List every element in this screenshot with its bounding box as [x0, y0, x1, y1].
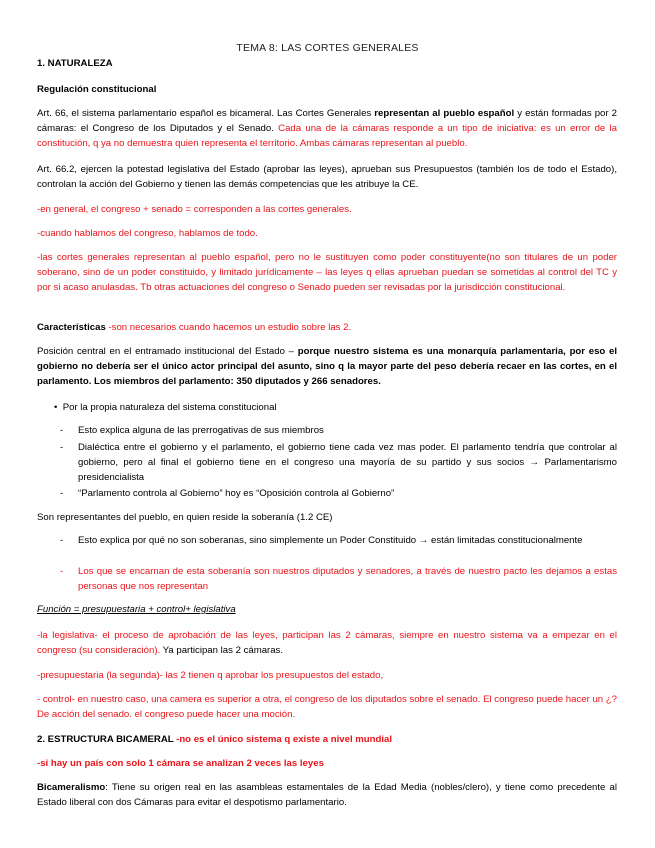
section-2-title: 2. ESTRUCTURA BICAMERAL: [37, 734, 174, 745]
characteristics-red: -son necesarios cuando hacemos un estudio sobre las 2.: [105, 322, 352, 333]
paragraph-art66-2: Art. 66.2, ejercen la potestad legislativa del Estado (aprobar las leyes), aprueban sus Presupuestos (también los de todo el Estado), controlan la acción del Gobierno y tienen las demás competencias que les atribuye la CE.: [37, 164, 617, 190]
function-control: - control- en nuestro caso, una camera es superior a otra, el congreso de los diputados sobre el senado. El congreso puede hacer un ¿? De acción del senado. el congreso puede hacer una moción.: [37, 694, 617, 720]
section-2-subnote: -si hay un país con solo 1 cámara se analizan 2 veces las leyes: [37, 758, 324, 769]
paragraph-art66: [37, 106, 617, 151]
paragraph-bicameralismo: [37, 780, 617, 810]
bicameralismo-text: : Tiene su origen real en las asambleas estamentales de la Edad Media (nobles/clero), y tiene como precedente al Estado liberal con dos Cámaras para evitar el despotismo parlamentario.: [37, 782, 617, 808]
position-text: Posición central en el entramado institucional del Estado –: [37, 346, 298, 357]
bullet-item: [54, 400, 614, 415]
dash-marker-icon: -: [60, 488, 64, 499]
function-heading: Función = presupuestaria + control+ legislativa: [37, 604, 236, 615]
characteristics-label: Características: [37, 322, 106, 333]
red-note-cortes: -las cortes generales representan al pueblo español, pero no le sustituyen como poder constituyente(no son titulares de un poder soberano, sino de un poder constituido, y limitado jurídicamente – las leyes q ellas aprueban puedan se sometidas al control del TC y por si acaso anulasdas. Tb otras actuaciones del congreso o Senado pueden ser revisadas por la jurisdicción constitucional.: [37, 252, 617, 293]
section-1-heading: 1. NATURALEZA: [37, 58, 113, 69]
dash-item-soberanas: Esto explica por qué no son soberanas, sino simplemente un Poder Constituido → están limitadas constitucionalmente: [78, 535, 583, 546]
dash-marker-icon: -: [60, 566, 64, 577]
dash-item-prerrogativas: Esto explica alguna de las prerrogativas de sus miembros: [78, 425, 324, 436]
art66-bold: representan al pueblo español: [374, 108, 515, 119]
dash-item-oposicion: “Parlamento controla al Gobierno” hoy es “Oposición controla al Gobierno”: [78, 488, 395, 499]
bullet-dot-icon: •: [54, 402, 58, 413]
paragraph-position: [37, 344, 617, 389]
art66-text-c: y están formadas por 2 cámaras: el Congreso de los Diputados y el Senado.: [37, 108, 617, 134]
dash-marker-icon: -: [60, 442, 64, 453]
section-2-heading: [37, 732, 617, 747]
dash-marker-icon: -: [60, 425, 64, 436]
paragraph-representantes: Son representantes del pueblo, en quien reside la soberanía (1.2 CE): [37, 512, 333, 523]
bullet-text: Por la propia naturaleza del sistema constitucional: [62, 402, 277, 413]
dash-item-dialectica: Dialéctica entre el gobierno y el parlamento, el gobierno tiene cada vez mas poder. El parlamento tendría que controlar al gobierno, pero al final el gobierno tiene en el congreso una mayoría de su partido y sus socios → Parlamentarismo presidencialista: [78, 442, 617, 483]
dash-item-encarnan: Los que se encarnan de esta soberanía son nuestros diputados y senadores, a través de nuestro pacto les dejamos a estas personas que nos representan: [78, 566, 617, 592]
red-note-general: -en general, el congreso + senado = corresponden a las cortes generales.: [37, 204, 352, 215]
bicameralismo-label: Bicameralismo: [37, 782, 106, 793]
legislativa-black: Ya participan las 2 cámaras.: [162, 645, 284, 656]
position-bold: porque nuestro sistema es una monarquía parlamentaria, por eso el gobierno no debería ser el único actor principal del asunto, sino q la mayor parte del peso debería recaer en las cortes, en el parlamento. Los miembros del parlamento: 350 diputados y 266 senadores.: [37, 346, 617, 387]
document-title: TEMA 8: LAS CORTES GENERALES: [236, 42, 419, 54]
function-legislativa: [37, 628, 617, 658]
red-note-congreso: -cuando hablamos del congreso, hablamos de todo.: [37, 228, 258, 239]
art66-text-a: Art. 66, el sistema parlamentario español es bicameral. Las Cortes Generales: [37, 108, 375, 119]
function-presupuestaria: -presupuestaria (la segunda)- las 2 tienen q aprobar los presupuestos del estado,: [37, 670, 384, 681]
regulation-heading: Regulación constitucional: [37, 84, 157, 95]
section-2-red-note: -no es el único sistema q existe a nivel mundial: [173, 734, 393, 745]
characteristics-line: [37, 320, 617, 335]
art66-red-note: Cada una de la cámaras responde a un tipo de iniciativa: es un error de la constitución, q ya no demuestra quien representa el territorio. Ambas cámaras representan al pueblo.: [37, 123, 617, 149]
legislativa-red: -la legislativa- el proceso de aprobación de las leyes, participan las 2 cámaras, siempre en nuestro sistema va a empezar en el congreso (su consideración).: [37, 630, 617, 656]
dash-marker-icon: -: [60, 535, 64, 546]
